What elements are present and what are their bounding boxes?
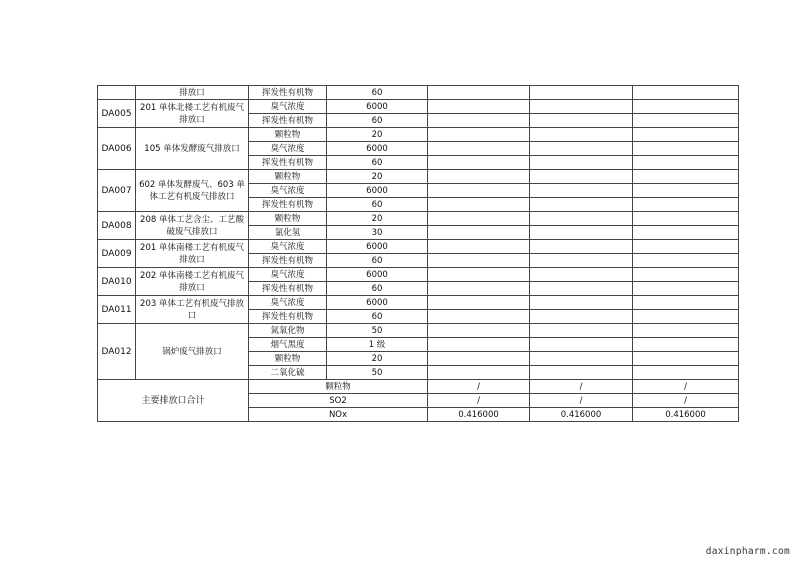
limit-cell: 60 [327,86,428,100]
pollutant-cell: 挥发性有机物 [249,282,327,296]
summary-value-cell: 0.416000 [530,408,633,422]
outlet-id-cell: DA009 [98,240,136,268]
limit-cell: 50 [327,366,428,380]
empty-cell [633,128,739,142]
empty-cell [633,100,739,114]
pollutant-cell: 二氧化硫 [249,366,327,380]
empty-cell [633,254,739,268]
summary-value-cell: 0.416000 [633,408,739,422]
limit-cell: 6000 [327,296,428,310]
empty-cell [633,268,739,282]
pollutant-cell: 挥发性有机物 [249,198,327,212]
limit-cell: 60 [327,254,428,268]
empty-cell [428,128,530,142]
outlet-id-cell [98,86,136,100]
empty-cell [428,310,530,324]
empty-cell [530,296,633,310]
pollutant-cell: 烟气黑度 [249,338,327,352]
pollutant-cell: 颗粒物 [249,170,327,184]
empty-cell [530,142,633,156]
limit-cell: 20 [327,128,428,142]
pollutant-cell: 挥发性有机物 [249,310,327,324]
empty-cell [428,100,530,114]
empty-cell [428,184,530,198]
empty-cell [428,282,530,296]
empty-cell [633,352,739,366]
summary-value-cell: / [633,394,739,408]
empty-cell [633,366,739,380]
summary-pollutant-cell: NOx [249,408,428,422]
pollutant-cell: 臭气浓度 [249,142,327,156]
limit-cell: 60 [327,114,428,128]
limit-cell: 6000 [327,240,428,254]
empty-cell [428,352,530,366]
empty-cell [633,114,739,128]
outlet-name-cell: 602 单体发酵废气、603 单体工艺有机废气排放口 [136,170,249,212]
limit-cell: 6000 [327,100,428,114]
empty-cell [530,198,633,212]
watermark: daxinpharm.com [705,546,790,557]
limit-cell: 30 [327,226,428,240]
empty-cell [428,114,530,128]
pollutant-cell: 臭气浓度 [249,100,327,114]
summary-value-cell: / [530,380,633,394]
pollutant-cell: 臭气浓度 [249,296,327,310]
empty-cell [633,226,739,240]
empty-cell [530,184,633,198]
empty-cell [530,324,633,338]
pollutant-cell: 挥发性有机物 [249,254,327,268]
outlet-id-cell: DA005 [98,100,136,128]
empty-cell [633,198,739,212]
empty-cell [530,128,633,142]
empty-cell [530,282,633,296]
summary-value-cell: / [428,380,530,394]
empty-cell [530,240,633,254]
empty-cell [633,324,739,338]
empty-cell [633,170,739,184]
summary-label: 主要排放口合计 [98,380,249,422]
empty-cell [633,338,739,352]
limit-cell: 60 [327,282,428,296]
outlet-id-cell: DA012 [98,324,136,380]
pollutant-cell: 颗粒物 [249,352,327,366]
pollutant-cell: 挥发性有机物 [249,114,327,128]
empty-cell [428,226,530,240]
outlet-id-cell: DA006 [98,128,136,170]
limit-cell: 6000 [327,268,428,282]
empty-cell [530,170,633,184]
pollutant-cell: 氮氧化物 [249,324,327,338]
empty-cell [428,240,530,254]
empty-cell [530,366,633,380]
pollutant-cell: 氯化氢 [249,226,327,240]
empty-cell [530,352,633,366]
outlet-name-cell: 202 单体南楼工艺有机废气排放口 [136,268,249,296]
empty-cell [530,226,633,240]
summary-pollutant-cell: SO2 [249,394,428,408]
empty-cell [633,184,739,198]
limit-cell: 60 [327,156,428,170]
limit-cell: 6000 [327,142,428,156]
outlet-id-cell: DA011 [98,296,136,324]
pollutant-cell: 颗粒物 [249,128,327,142]
empty-cell [428,268,530,282]
table-row [98,170,739,184]
emission-table [97,85,739,422]
empty-cell [428,338,530,352]
summary-value-cell: / [633,380,739,394]
empty-cell [428,296,530,310]
limit-cell: 20 [327,212,428,226]
table-row [98,86,739,100]
limit-cell: 50 [327,324,428,338]
empty-cell [530,156,633,170]
empty-cell [530,310,633,324]
outlet-name-cell: 105 单体发酵废气排放口 [136,128,249,170]
empty-cell [428,254,530,268]
outlet-name-cell: 203 单体工艺有机废气排放口 [136,296,249,324]
limit-cell: 6000 [327,184,428,198]
empty-cell [530,100,633,114]
empty-cell [633,212,739,226]
outlet-name-cell: 锅炉废气排放口 [136,324,249,380]
empty-cell [530,254,633,268]
outlet-id-cell: DA008 [98,212,136,240]
table-row [98,268,739,282]
pollutant-cell: 挥发性有机物 [249,156,327,170]
empty-cell [428,86,530,100]
limit-cell: 60 [327,310,428,324]
outlet-name-cell: 208 单体工艺含尘、工艺酸破废气排放口 [136,212,249,240]
empty-cell [633,86,739,100]
pollutant-cell: 臭气浓度 [249,184,327,198]
empty-cell [633,156,739,170]
empty-cell [633,142,739,156]
empty-cell [428,156,530,170]
empty-cell [428,212,530,226]
limit-cell: 20 [327,352,428,366]
empty-cell [428,170,530,184]
table-row [98,324,739,338]
empty-cell [428,366,530,380]
pollutant-cell: 颗粒物 [249,212,327,226]
summary-pollutant-cell: 颗粒物 [249,380,428,394]
summary-value-cell: / [428,394,530,408]
pollutant-cell: 挥发性有机物 [249,86,327,100]
empty-cell [633,240,739,254]
empty-cell [428,324,530,338]
outlet-id-cell: DA010 [98,268,136,296]
limit-cell: 1 级 [327,338,428,352]
empty-cell [428,142,530,156]
empty-cell [530,338,633,352]
table-row [98,296,739,310]
table-row [98,240,739,254]
limit-cell: 60 [327,198,428,212]
summary-row [98,380,739,394]
empty-cell [530,86,633,100]
empty-cell [530,212,633,226]
outlet-name-cell: 排放口 [136,86,249,100]
empty-cell [428,198,530,212]
summary-value-cell: 0.416000 [428,408,530,422]
table-row [98,100,739,114]
empty-cell [633,310,739,324]
outlet-id-cell: DA007 [98,170,136,212]
outlet-name-cell: 201 单体南楼工艺有机废气排放口 [136,240,249,268]
outlet-name-cell: 201 单体北楼工艺有机废气排放口 [136,100,249,128]
table-row [98,212,739,226]
empty-cell [633,296,739,310]
summary-value-cell: / [530,394,633,408]
table-row [98,128,739,142]
pollutant-cell: 臭气浓度 [249,268,327,282]
pollutant-cell: 臭气浓度 [249,240,327,254]
empty-cell [530,114,633,128]
empty-cell [530,268,633,282]
empty-cell [633,282,739,296]
limit-cell: 20 [327,170,428,184]
